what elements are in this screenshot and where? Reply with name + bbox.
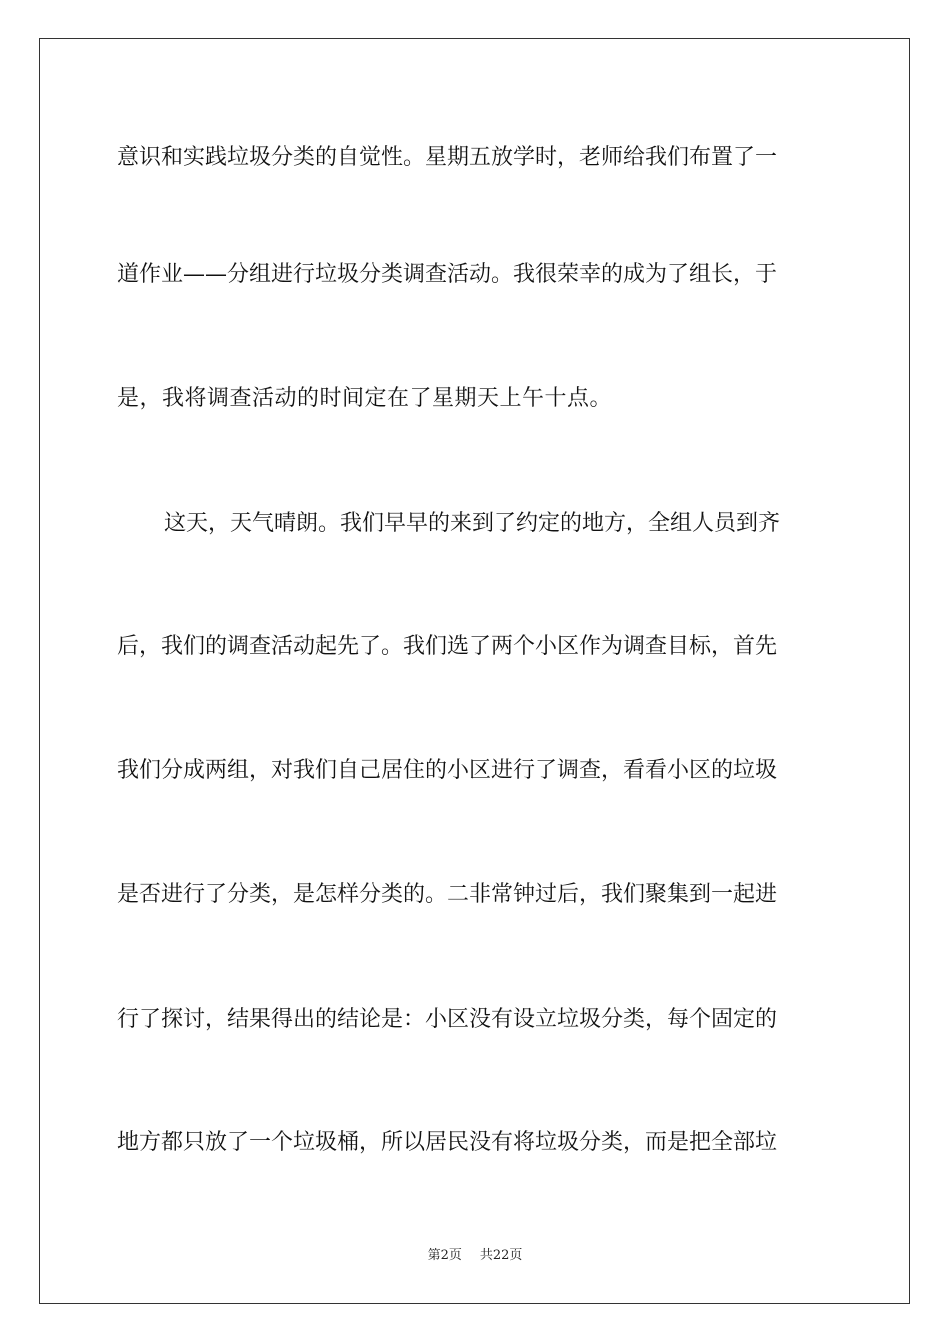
total-pages-label: 共22页 bbox=[479, 1248, 523, 1263]
paragraph-line: 是，我将调查活动的时间定在了星期天上午十点。 bbox=[117, 386, 613, 411]
paragraph-line: 我们分成两组，对我们自己居住的小区进行了调查，看看小区的垃圾 bbox=[117, 758, 778, 783]
page-number-footer bbox=[0, 1247, 950, 1265]
current-page-label: 第2页 bbox=[427, 1248, 462, 1263]
paragraph-line: 行了探讨，结果得出的结论是：小区没有设立垃圾分类，每个固定的 bbox=[117, 1007, 778, 1032]
paragraph-line-indented: 这天，天气晴朗。我们早早的来到了约定的地方，全组人员到齐 bbox=[164, 511, 781, 536]
page-border bbox=[39, 38, 910, 1304]
paragraph-line: 意识和实践垃圾分类的自觉性。星期五放学时，老师给我们布置了一 bbox=[117, 145, 778, 170]
paragraph-line: 地方都只放了一个垃圾桶，所以居民没有将垃圾分类，而是把全部垃 bbox=[117, 1130, 778, 1155]
paragraph-line: 后，我们的调查活动起先了。我们选了两个小区作为调查目标，首先 bbox=[117, 634, 778, 659]
paragraph-line: 道作业——分组进行垃圾分类调查活动。我很荣幸的成为了组长，于 bbox=[117, 262, 778, 287]
paragraph-line: 是否进行了分类，是怎样分类的。二非常钟过后，我们聚集到一起进 bbox=[117, 882, 778, 907]
